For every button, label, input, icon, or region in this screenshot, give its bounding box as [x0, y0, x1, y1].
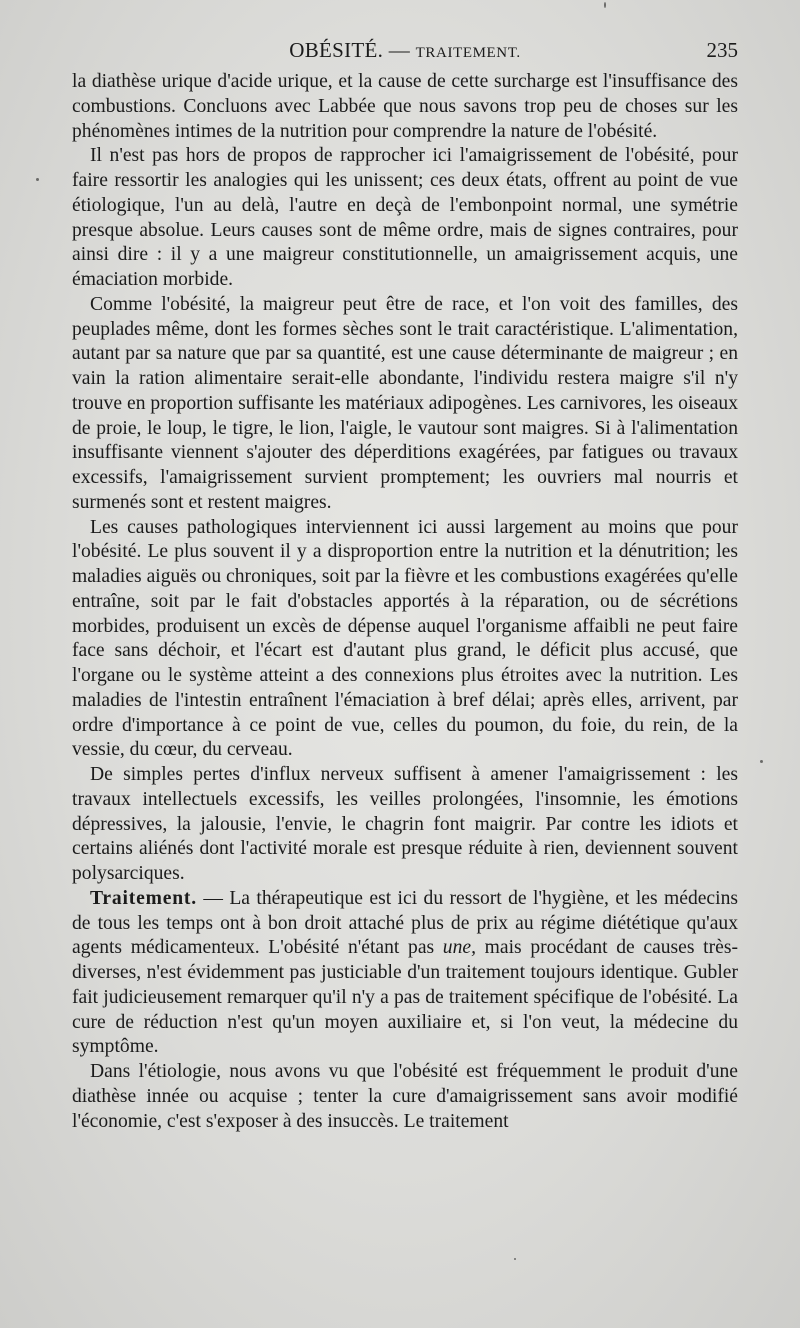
paragraph-continued: la diathèse urique d'acide urique, et la cause de cette surcharge est l'insuffisance des combustions. Concluons avec Labbée que nous savons trop peu de choses sur les phénomènes intimes de la nutrition pour comprendre la nature de l'obésité. [72, 71, 738, 142]
print-speck [760, 760, 763, 763]
running-title-main: OBÉSITÉ. [289, 38, 384, 62]
running-header [72, 36, 738, 66]
traitement-emphasis: une, [442, 937, 476, 959]
traitement-text-part1: — La thérapeutique est ici du ressort de l'hygiène, et les médecins de tous les temps ont à bon droit attaché plus de prix au régime diététique qu'aux agents médicamenteux. L'obésité n'étant pas [72, 887, 738, 959]
print-speck [36, 178, 39, 181]
paragraph-influx-nerveux: De simples pertes d'influx nerveux suffisent à amener l'amaigrissement : les travaux intellectuels excessifs, les veilles prolongées, l'insomnie, les émotions dépressives, la jalousie, l'envie, le chagrin font maigrir. Par contre les idiots et certains aliénés dont l'activité morale est presque réduite à rien, deviennent souvent polysarciques. [72, 764, 738, 884]
running-title [72, 38, 738, 63]
running-title-separator: — [388, 38, 411, 62]
running-title-sub: TRAITEMENT. [415, 45, 521, 61]
paragraph-traitement [72, 887, 738, 1060]
paragraph-etiologie: Dans l'étiologie, nous avons vu que l'obésité est fréquemment le produit d'une diathèse innée ou acquise ; tenter la cure d'amaigrissement sans avoir modifié l'économie, c'est s'exposer à des insuccès. Le traitement [72, 1061, 738, 1132]
traitement-text-part2: mais procédant de causes très-diverses, n'est évidemment pas justiciable d'un traitement toujours identique. Gubler fait judicieusement remarquer qu'il n'y a pas de traitement spécifique de l'obésité. La cure de réduction n'est qu'un moyen auxiliaire et, si l'on veut, la médecine du symptôme. [72, 937, 738, 1058]
paragraph-amaigrissement: Il n'est pas hors de propos de rapprocher ici l'amaigrissement de l'obésité, pour faire ressortir les analogies qui les unissent; ces deux états, offrent au point de vue étiologique, l'un au delà, l'autre en deçà de l'embonpoint normal, une symétrie presque absolue. Leurs causes sont de même ordre, mais de signes contraires, pour ainsi dire : il y a une maigreur constitutionnelle, un amaigrissement acquis, une émaciation morbide. [72, 145, 738, 290]
paragraph-maigreur-race: Comme l'obésité, la maigreur peut être de race, et l'on voit des familles, des peuplades même, dont les formes sèches sont le trait caractéristique. L'alimentation, autant par sa nature que par sa quantité, est une cause déterminante de maigreur ; en vain la ration alimentaire serait-elle abondante, l'individu restera maigre s'il n'y trouve en proportion suffisante les matériaux adipogènes. Les carnivores, les oiseaux de proie, le loup, le tigre, le lion, l'aigle, le vautour sont maigres. Si à l'alimentation insuffisante viennent s'ajouter des déperditions exagérées, par fatigues ou travaux excessifs, l'amaigrissement survient promptement; les ouvriers mal nourris et surmenés sont et restent maigres. [72, 293, 738, 513]
paragraph-causes-pathologiques: Les causes pathologiques interviennent ici aussi largement au moins que pour l'obésité. Le plus souvent il y a disproportion entre la nutrition et la dénutrition; les maladies aiguës ou chroniques, soit par la fièvre et les combustions exagérées qu'elle entraîne, soit par le fait d'obstacles apportés à la réparation, ou de sécrétions morbides, produisent un excès de dépense auquel l'organisme affaibli ne peut faire face sans déchoir, et l'écart est d'autant plus grand, le déficit plus accusé, que l'organe ou le système atteint a des connexions plus étroites avec la nutrition. Les maladies de l'intestin entraînent l'émaciation à bref délai; après elles, arrivent, par ordre d'importance à ce point de vue, celles du poumon, du foie, du rein, de la vessie, du cœur, du cerveau. [72, 516, 738, 761]
body-text [72, 70, 738, 1134]
print-speck [514, 1258, 516, 1260]
section-heading-traitement: Traitement. [90, 887, 197, 909]
page-number: 235 [706, 38, 738, 62]
print-speck [604, 2, 606, 8]
